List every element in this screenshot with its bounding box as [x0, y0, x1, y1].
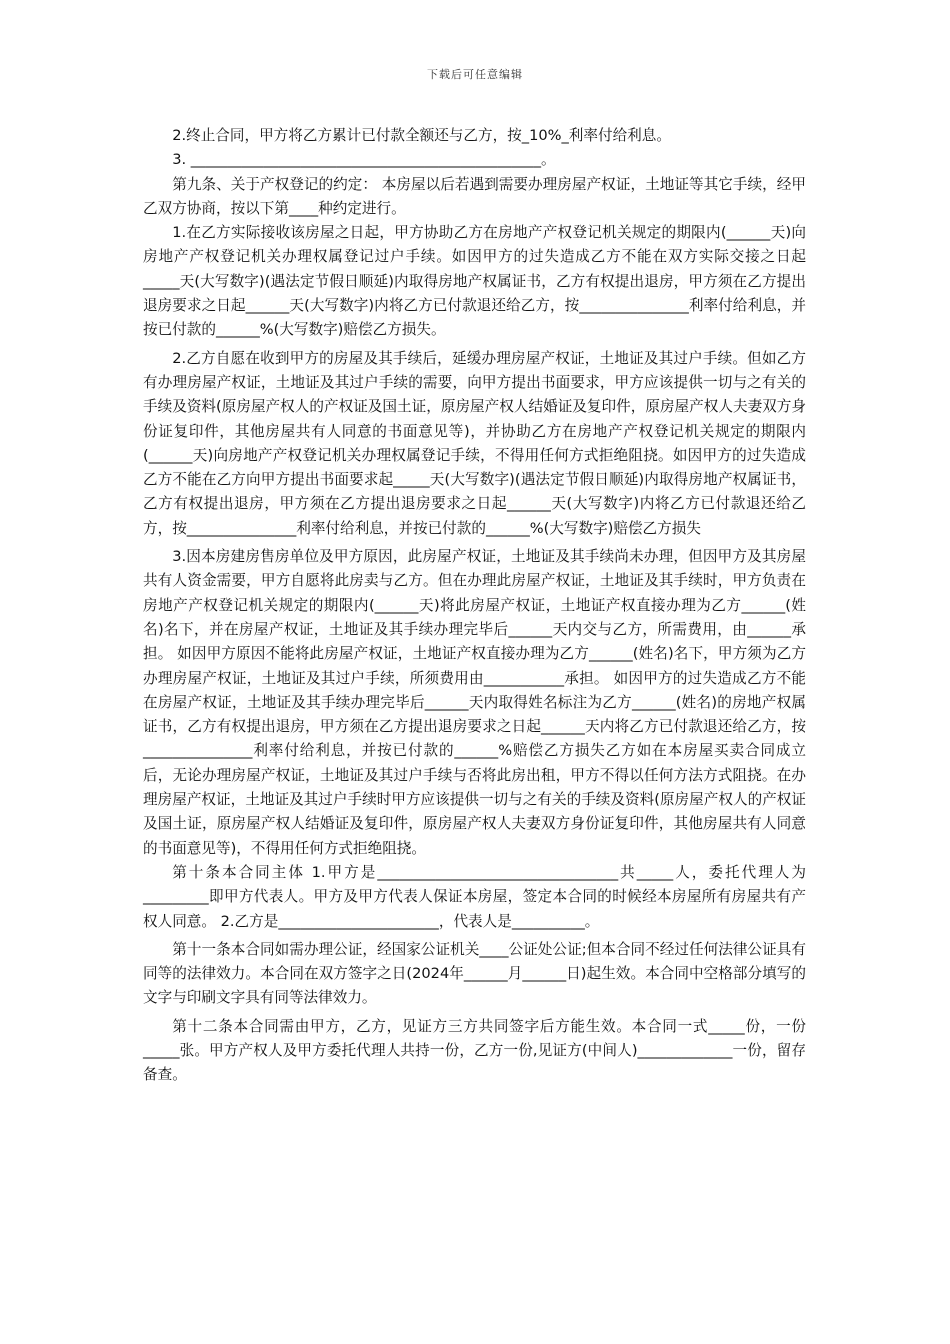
- page-header: 下载后可任意编辑: [427, 68, 523, 81]
- paragraph-article-9-option-3: 3.因本房建房售房单位及甲方原因，此房屋产权证，土地证及其手续尚未办理，但因甲方及其房屋共有人资金需要，甲方自愿将此房卖与乙方。但在办理此房屋产权证，土地证及其手续时，甲方负责在房地产产权登记机关规定的期限内(______天)将此房屋产权证，土地证产权直接办理为乙方______(姓名)名下，并在房屋产权证，土地证及其手续办理完毕后______天内交与乙方，所需费用，由______承担。 如因甲方原因不能将此房屋产权证，土地证产权直接办理为乙方______(姓名)名下，甲方须为乙方办理房屋产权证，土地证及其过户手续，所须费用由___________承担。 如因甲方的过失造成乙方不能在房屋产权证，土地证及其手续办理完毕后______天内取得姓名标注为乙方______(姓名)的房地产权属证书，乙方有权提出退房，甲方须在乙方提出退房要求之日起______天内将乙方已付款退还给乙方，按_______________利率付给利息，并按已付款的______%赔偿乙方损失乙方如在本房屋买卖合同成立后，无论办理房屋产权证，土地证及其过户手续与否将此房出租，甲方不得以任何方法方式阻挠。在办理房屋产权证，土地证及其过户手续时甲方应该提供一切与之有关的手续及资料(原房屋产权人的产权证及国土证，原房屋产权人结婚证及复印件，原房屋产权人夫妻双方身份证复印件，其他房屋共有人同意的书面意见等)，不得用任何方式拒绝阻挠。: [143, 548, 806, 857]
- paragraph-article-10: 第十条本合同主体 1.甲方是_________________________________共_____人，委托代理人为_________即甲方代表人。甲方及甲方代表人保证本房屋，签定本合同的时候经本房屋所有房屋共有产权人同意。 2.乙方是______________________，代表人是__________。: [143, 863, 806, 930]
- paragraph-item-3-blank: 3. ________________________________________________。: [172, 151, 556, 169]
- paragraph-article-9: 第九条、关于产权登记的约定： 本房屋以后若遇到需要办理房屋产权证，土地证等其它手续，经甲乙双方协商，按以下第____种约定进行。: [143, 175, 806, 217]
- paragraph-termination-refund: 2.终止合同，甲方将乙方累计已付款全额还与乙方，按_10%_利率付给利息。: [172, 127, 671, 144]
- document-body: [143, 124, 806, 1088]
- paragraph-article-9-option-1: 1.在乙方实际接收该房屋之日起，甲方协助乙方在房地产产权登记机关规定的期限内(______天)向房地产产权登记机关办理权属登记过户手续。如因甲方的过失造成乙方不能在双方实际交接之日起_____天(大写数字)(遇法定节假日顺延)内取得房地产权属证书，乙方有权提出退房，甲方须在乙方提出退房要求之日起______天(大写数字)内将乙方已付款退还给乙方，按_______________利率付给利息，并按已付款的______%(大写数字)赔偿乙方损失。: [143, 224, 806, 339]
- paragraph-article-9-option-2: 2.乙方自愿在收到甲方的房屋及其手续后，延缓办理房屋产权证，土地证及其过户手续。但如乙方有办理房屋产权证，土地证及其过户手续的需要，向甲方提出书面要求，甲方应该提供一切与之有关的手续及资料(原房屋产权人的产权证及国土证，原房屋产权人结婚证及复印件，原房屋产权人夫妻双方身份证复印件，其他房屋共有人同意的书面意见等)，并协助乙方在房地产产权登记机关规定的期限内(______天)向房地产产权登记机关办理权属登记手续，不得用任何方式拒绝阻挠。如因甲方的过失造成乙方不能在乙方向甲方提出书面要求起_____天(大写数字)(遇法定节假日顺延)内取得房地产权属证书，乙方有权提出退房，甲方须在乙方提出退房要求之日起______天(大写数字)内将乙方已付款退还给乙方，按_______________利率付给利息，并按已付款的______%(大写数字)赔偿乙方损失: [143, 349, 806, 537]
- paragraph-article-12: 第十二条本合同需由甲方，乙方，见证方三方共同签字后方能生效。本合同一式_____份，一份_____张。甲方产权人及甲方委托代理人共持一份，乙方一份,见证方(中间人)_____________一份，留存备查。: [143, 1017, 806, 1084]
- paragraph-article-11: 第十一条本合同如需办理公证，经国家公证机关____公证处公证;但本合同不经过任何法律公证具有同等的法律效力。本合同在双方签字之日(2024年______月______日)起生效。本合同中空格部分填写的文字与印刷文字具有同等法律效力。: [143, 940, 806, 1007]
